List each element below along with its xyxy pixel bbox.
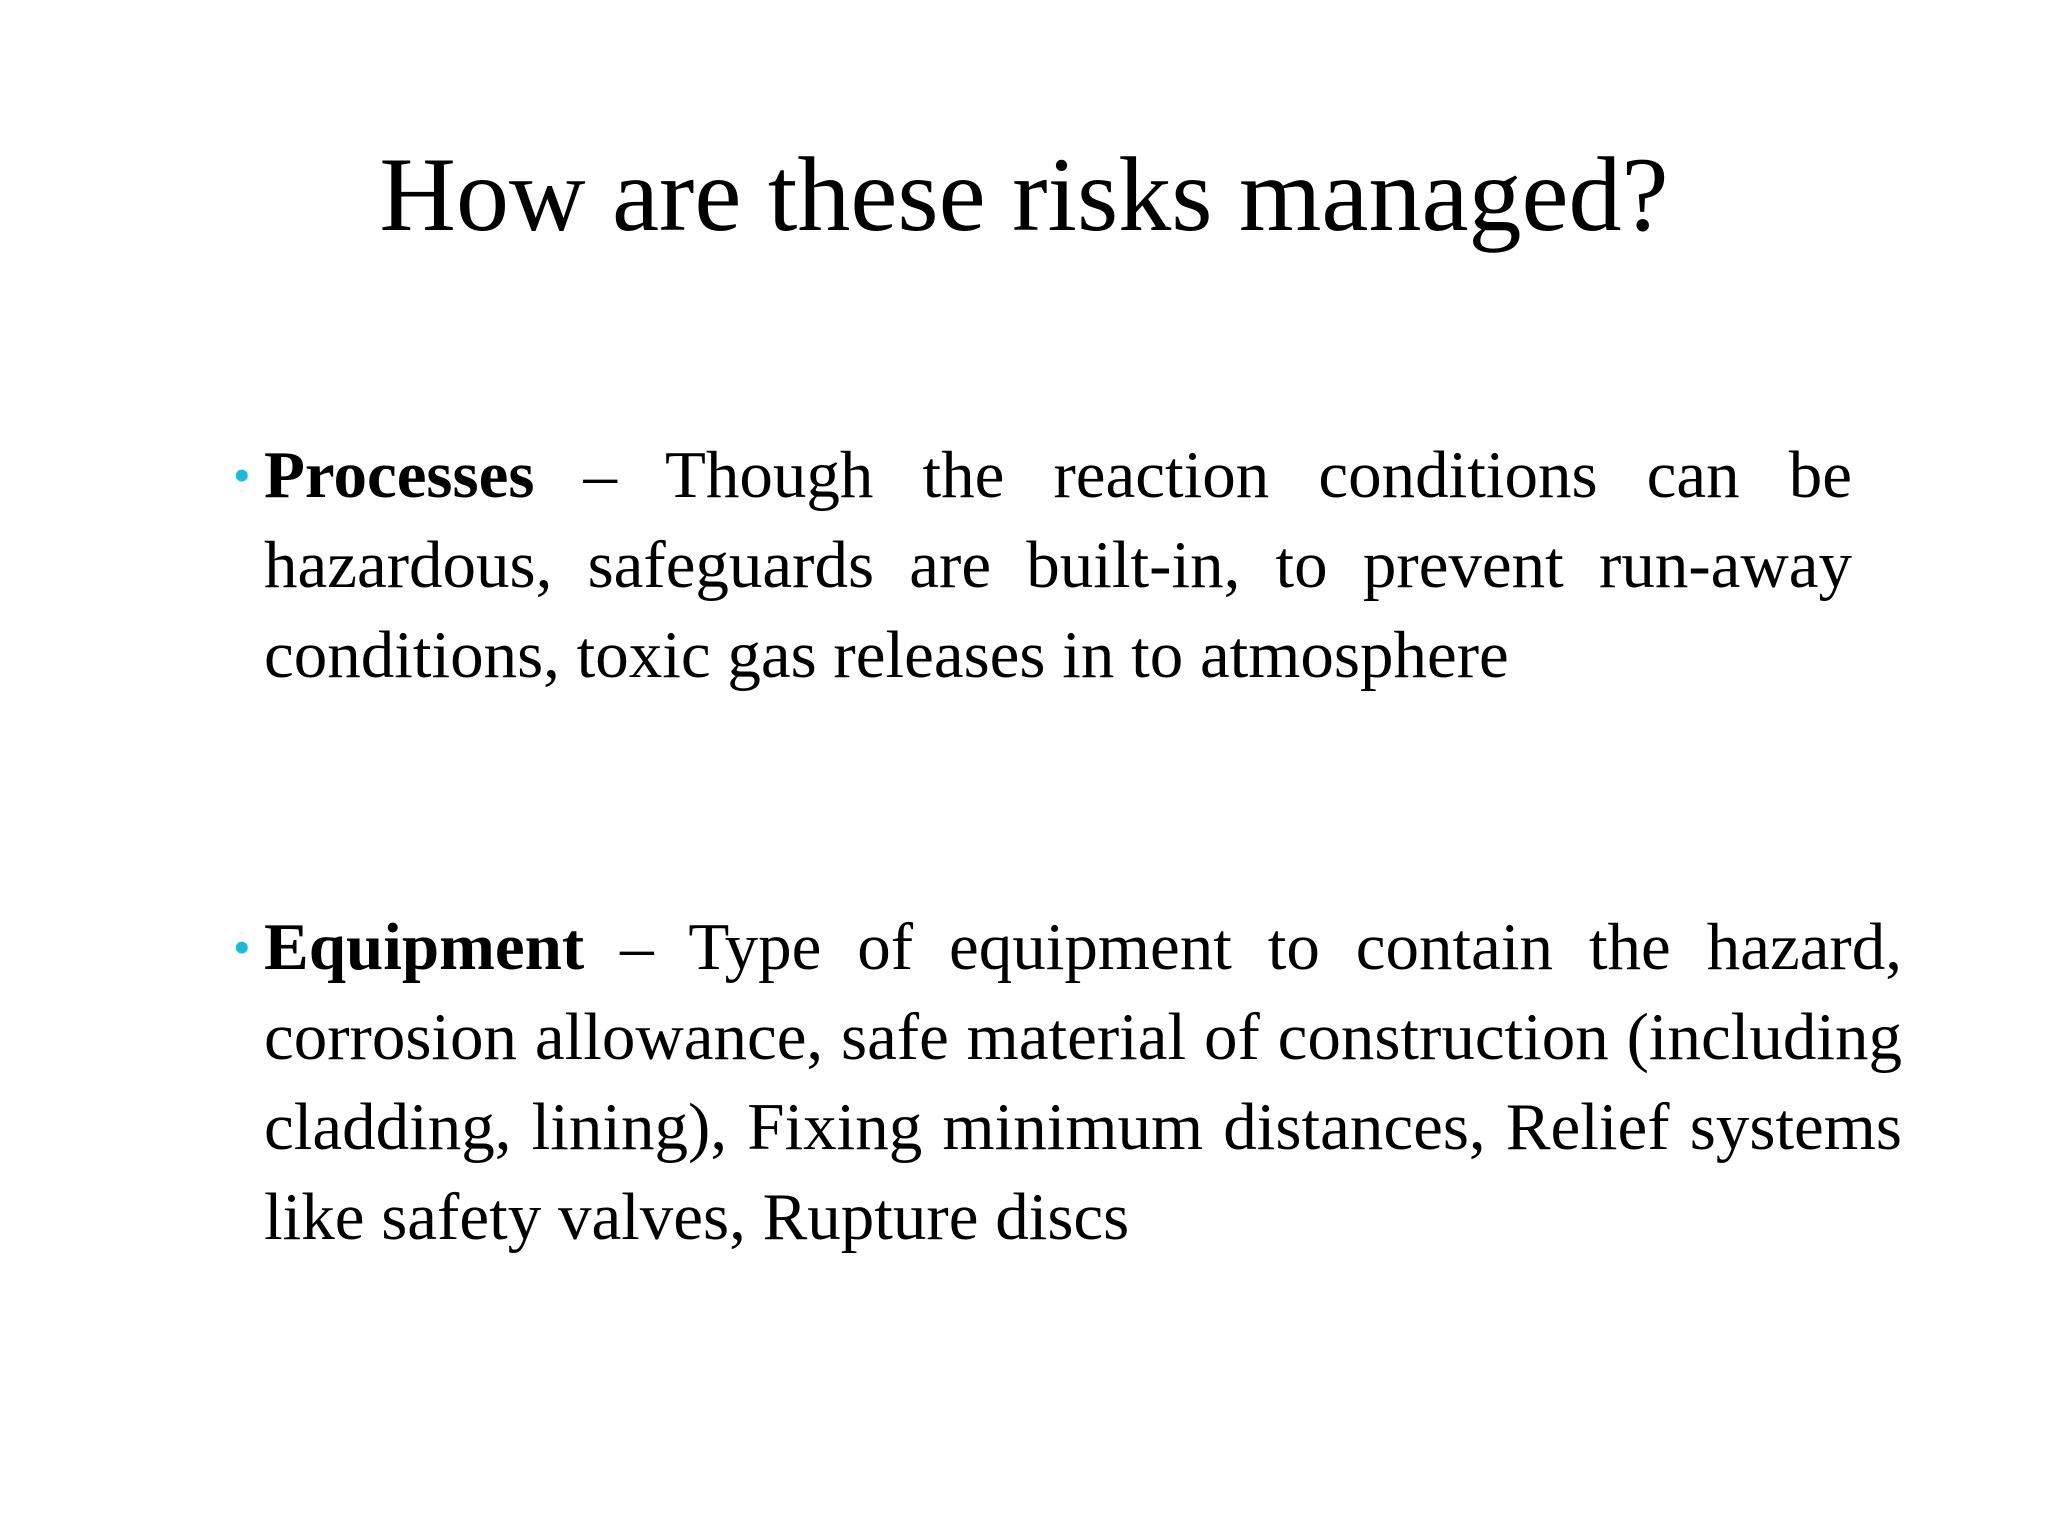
bullet-processes	[233, 430, 1852, 700]
bullet-marker: •	[233, 919, 251, 975]
bullet-text: – Though the reaction conditions can be hazardous, safeguards are built-in, to prevent run-away conditions, toxic gas releases in to atmosphere	[264, 438, 1852, 692]
bullet-text: – Type of equipment to contain the hazard, corrosion allowance, safe material of construction (including cladding, lining), Fixing minimum distances, Relief systems like safety valves, Rupture discs	[264, 910, 1902, 1254]
bullet-term: Processes	[264, 438, 535, 512]
bullet-equipment	[233, 902, 1902, 1262]
slide-title: How are these risks managed?	[379, 136, 1669, 253]
bullet-marker: •	[233, 447, 251, 503]
bullet-term: Equipment	[264, 910, 585, 984]
